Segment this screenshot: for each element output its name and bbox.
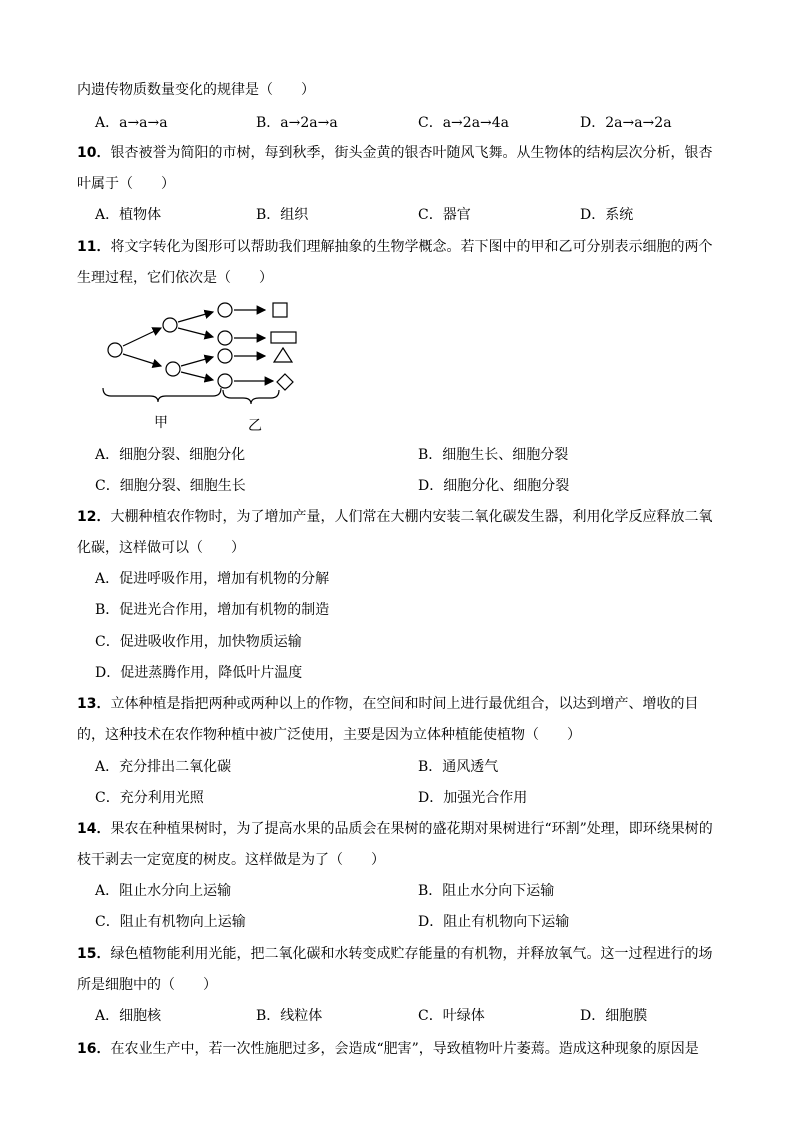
question-number: 12．: [77, 509, 111, 525]
question-11-line-1: [77, 238, 712, 256]
label-yi: 乙: [248, 418, 262, 434]
q14-option-d[interactable]: D．阻止有机物向下运输: [418, 914, 570, 930]
brace-yi: [223, 390, 279, 404]
q10-option-d[interactable]: D．系统: [580, 207, 634, 223]
question-number: 10．: [77, 145, 111, 161]
question-14-line-2: 枝干剥去一定宽度的树皮。这样做是为了（ ）: [77, 852, 385, 868]
q12-option-b[interactable]: B．促进光合作用，增加有机物的制造: [95, 602, 330, 618]
question-11-line-2: 生理过程，它们依次是（ ）: [77, 270, 273, 286]
question-15-line-2: 所是细胞中的（ ）: [77, 977, 217, 993]
cell-process-diagram: [95, 296, 310, 436]
q14-option-c[interactable]: C．阻止有机物向上运输: [95, 914, 246, 930]
q15-option-a[interactable]: A．细胞核: [95, 1008, 162, 1024]
question-13-line-1: [77, 695, 698, 713]
cell-circle-3: [218, 349, 232, 363]
question-text: 将文字转化为图形可以帮助我们理解抽象的生物学概念。若下图中的甲和乙可分别表示细胞的两个: [110, 239, 713, 255]
question-15-line-1: [77, 945, 712, 963]
q10-option-b[interactable]: B．组织: [256, 207, 309, 223]
question-10-line-2: 叶属于（ ）: [77, 176, 175, 192]
q15-option-b[interactable]: B．线粒体: [256, 1008, 323, 1024]
question-16-line-1: [77, 1040, 699, 1058]
question-12-line-2: 化碳，这样做可以（ ）: [77, 540, 245, 556]
cell-circle-2: [218, 331, 232, 345]
rectangle-shape: [271, 332, 296, 343]
q12-option-d[interactable]: D．促进蒸腾作用，降低叶片温度: [95, 665, 303, 681]
q14-option-b[interactable]: B．阻止水分向下运输: [418, 883, 555, 899]
q12-option-c[interactable]: C．促进吸收作用，加快物质运输: [95, 634, 302, 650]
cell-circle-lower: [166, 362, 180, 376]
question-9-stem-tail: 内遗传物质数量变化的规律是（ ）: [77, 82, 315, 98]
q11-option-a[interactable]: A．细胞分裂、细胞分化: [95, 447, 246, 463]
q11-option-d[interactable]: D．细胞分化、细胞分裂: [418, 478, 570, 494]
question-number: 15．: [77, 946, 111, 962]
q13-option-d[interactable]: D．加强光合作用: [418, 790, 528, 806]
q15-option-d[interactable]: D．细胞膜: [580, 1008, 648, 1024]
root-cell-circle: [108, 343, 122, 357]
cell-circle-1: [218, 303, 232, 317]
q10-option-a[interactable]: A．植物体: [95, 207, 162, 223]
square-shape: [273, 303, 287, 317]
question-text: 绿色植物能利用光能，把二氧化碳和水转变成贮存能量的有机物，并释放氧气。这一过程进行的场: [110, 946, 713, 962]
q12-option-a[interactable]: A．促进呼吸作用，增加有机物的分解: [95, 571, 330, 587]
q9-option-d[interactable]: D．2a→a→2a: [580, 115, 672, 131]
question-text: 在农业生产中，若一次性施肥过多，会造成“肥害”，导致植物叶片萎蔫。造成这种现象的原因是: [110, 1041, 699, 1057]
q13-option-b[interactable]: B．通风透气: [418, 759, 499, 775]
triangle-shape: [274, 348, 292, 362]
question-14-line-1: [77, 820, 713, 838]
q10-option-c[interactable]: C．器官: [418, 207, 471, 223]
q9-option-c[interactable]: C．a→2a→4a: [418, 115, 510, 131]
q15-option-c[interactable]: C．叶绿体: [418, 1008, 485, 1024]
question-10-line-1: [77, 144, 712, 162]
q9-option-b[interactable]: B．a→2a→a: [256, 115, 338, 131]
q14-option-a[interactable]: A．阻止水分向上运输: [95, 883, 232, 899]
cell-circle-upper: [163, 318, 177, 332]
question-number: 16．: [77, 1041, 111, 1057]
question-text: 大棚种植农作物时，为了增加产量，人们常在大棚内安装二氧化碳发生器，利用化学反应释放二氧: [110, 509, 713, 525]
question-number: 13．: [77, 696, 111, 712]
cell-circle-4: [218, 374, 232, 388]
question-number: 11．: [77, 239, 111, 255]
brace-jia: [103, 388, 221, 402]
question-text: 立体种植是指把两种或两种以上的作物，在空间和时间上进行最优组合，以达到增产、增收的目: [110, 696, 699, 712]
question-text: 果农在种植果树时，为了提高水果的品质会在果树的盛花期对果树进行“环割”处理，即环绕果树的: [110, 821, 713, 837]
diamond-shape: [277, 374, 293, 390]
q13-option-a[interactable]: A．充分排出二氧化碳: [95, 759, 232, 775]
q11-option-c[interactable]: C．细胞分裂、细胞生长: [95, 478, 246, 494]
q13-option-c[interactable]: C．充分利用光照: [95, 790, 204, 806]
q9-option-a[interactable]: A．a→a→a: [95, 115, 168, 131]
question-text: 银杏被誉为简阳的市树，每到秋季，街头金黄的银杏叶随风飞舞。从生物体的结构层次分析，银杏: [110, 145, 713, 161]
question-12-line-1: [77, 508, 712, 526]
q11-option-b[interactable]: B．细胞生长、细胞分裂: [418, 447, 569, 463]
question-number: 14．: [77, 821, 111, 837]
question-13-line-2: 的，这种技术在农作物种植中被广泛使用，主要是因为立体种植能使植物（ ）: [77, 727, 581, 743]
label-jia: 甲: [154, 415, 168, 431]
